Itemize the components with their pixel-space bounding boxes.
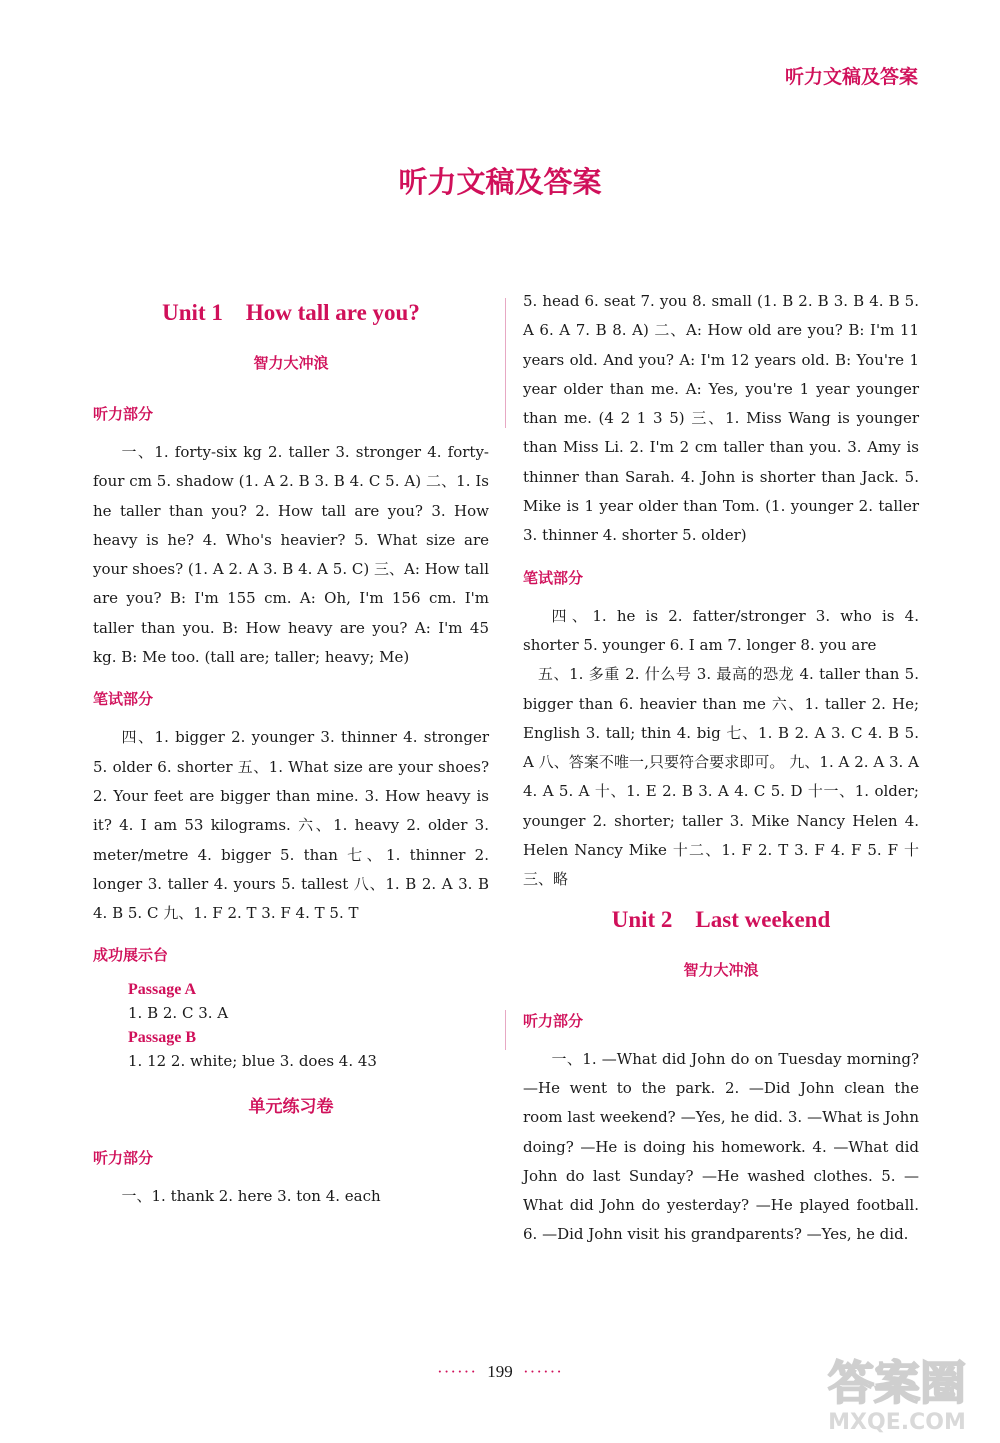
unit-test-written-answers-cont: 五、1. 多重 2. 什么号 3. 最高的恐龙 4. taller than 5. bigger than 6. heavier than me 六、1. taller 2. He; English 3. tall; thin 4. big 七、1. B 2. A 3. C 4. B 5. A 八、答案不唯一,只要符合要求即可。 九、1. A 2. A 3. A 4. A 5. A 十、1. E 2. B 3. A 4. C 5. D 十一、1. older; younger 2. shorter; taller 3. Mike Nancy Helen 4. Helen Nancy Mike 十二、1. F 2. T 3. F 4. F 5. F 十三、略 [523,665,919,889]
unit-1-written-heading: 笔试部分 [93,690,154,709]
unit-test-written-heading: 笔试部分 [523,568,584,587]
column-divider-lower [505,1010,506,1050]
unit-1-listening-heading: 听力部分 [93,405,154,423]
unit-test-written-answers: 四、1. he is 2. fatter/stronger 3. who is 4. shorter 5. younger 6. I am 7. longer 8. you are [523,606,919,654]
unit-test-listening-answers: 一、1. thank 2. here 3. ton 4. each [121,1187,381,1206]
watermark-logo [802,1349,992,1435]
passage-a-answers: 1. B 2. C 3. A [128,1004,229,1023]
unit-1-title: Unit 1 How tall are you? [162,300,420,325]
unit-test-listening-heading: 听力部分 [93,1149,154,1168]
running-header: 听力文稿及答案 [784,66,918,88]
watermark-line2: MXQE.COM [828,1410,966,1435]
column-divider [505,298,506,428]
unit-2-listening-heading: 听力部分 [523,1011,584,1030]
passage-a-heading: Passage A [128,981,196,999]
page-title: 听力文稿及答案 [398,165,602,199]
unit-test-listening-answers-cont: 5. head 6. seat 7. you 8. small (1. B 2. B 3. B 4. B 5. A 6. A 7. B 8. A) 二、A: How old are you? B: I'm 11 years old. And you? A: I'm 12 years old. B: You're 1 year older than me. A: Yes, you're 1 year younger than me. (4 2 1 3 5) 三、1. Miss Wang is younger than Miss Li. 2. I'm 2 cm taller than you. 3. Amy is thinner than Sarah. 4. John is shorter than Jack. 5. Mike is 1 year older than Tom. (1. younger 2. taller 3. thinner 4. shorter 5. older) [523,292,919,545]
watermark-line1: 答案圈 [828,1356,966,1410]
unit-2-listening-answers: 一、1. —What did John do on Tuesday morning? —He went to the park. 2. —Did John clean the room last weekend? —Yes, he did. 3. —What is John doing? —He is doing his homework. 4. —What did John do last Sunday? —He washed clothes. 5. —What did John do yesterday? —He played football. 6. —Did John visit his grandparents? —Yes, he did. [523,1049,919,1244]
page-number-value: 199 [487,1362,513,1381]
page-number-dots-left: ······ [437,1362,477,1381]
passage-b-heading: Passage B [128,1028,196,1046]
page-number-dots-right: ······ [523,1362,563,1381]
left-column [93,290,489,1211]
unit-2-brain-challenge-heading: 智力大冲浪 [683,960,759,979]
passage-b-answers: 1. 12 2. white; blue 3. does 4. 43 [128,1051,377,1070]
unit-2-title: Unit 2 Last weekend [611,906,831,932]
success-showcase-heading: 成功展示台 [93,946,169,965]
unit-test-heading: 单元练习卷 [248,1097,334,1118]
right-column [523,290,919,1250]
unit-1-listening-answers: 一、1. forty-six kg 2. taller 3. stronger 4. forty-four cm 5. shadow (1. A 2. B 3. B 4. C 5. A) 二、1. Is he taller than you? 2. How tall are you? 3. How heavy is he? 4. Who's heavier? 5. What size are your shoes? (1. A 2. A 3. B 4. A 5. C) 三、A: How tall are you? B: I'm 155 cm. A: Oh, I'm 156 cm. I'm taller than you. B: How heavy are you? A: I'm 45 kg. B: Me too. (tall are; taller; heavy; Me) [93,443,489,667]
unit-1-written-answers: 四、1. bigger 2. younger 3. thinner 4. stronger 5. older 6. shorter 五、1. What size are your shoes? 2. Your feet are bigger than mine. 3. How heavy is it? 4. I am 53 kilograms. 六、1. heavy 2. older 3. meter/metre 4. bigger 5. than 七、1. thinner 2. longer 3. taller 4. yours 5. tallest 八、1. B 2. A 3. B 4. B 5. C 九、1. F 2. T 3. F 4. T 5. T [93,728,489,923]
unit-1-brain-challenge-heading: 智力大冲浪 [253,354,329,372]
